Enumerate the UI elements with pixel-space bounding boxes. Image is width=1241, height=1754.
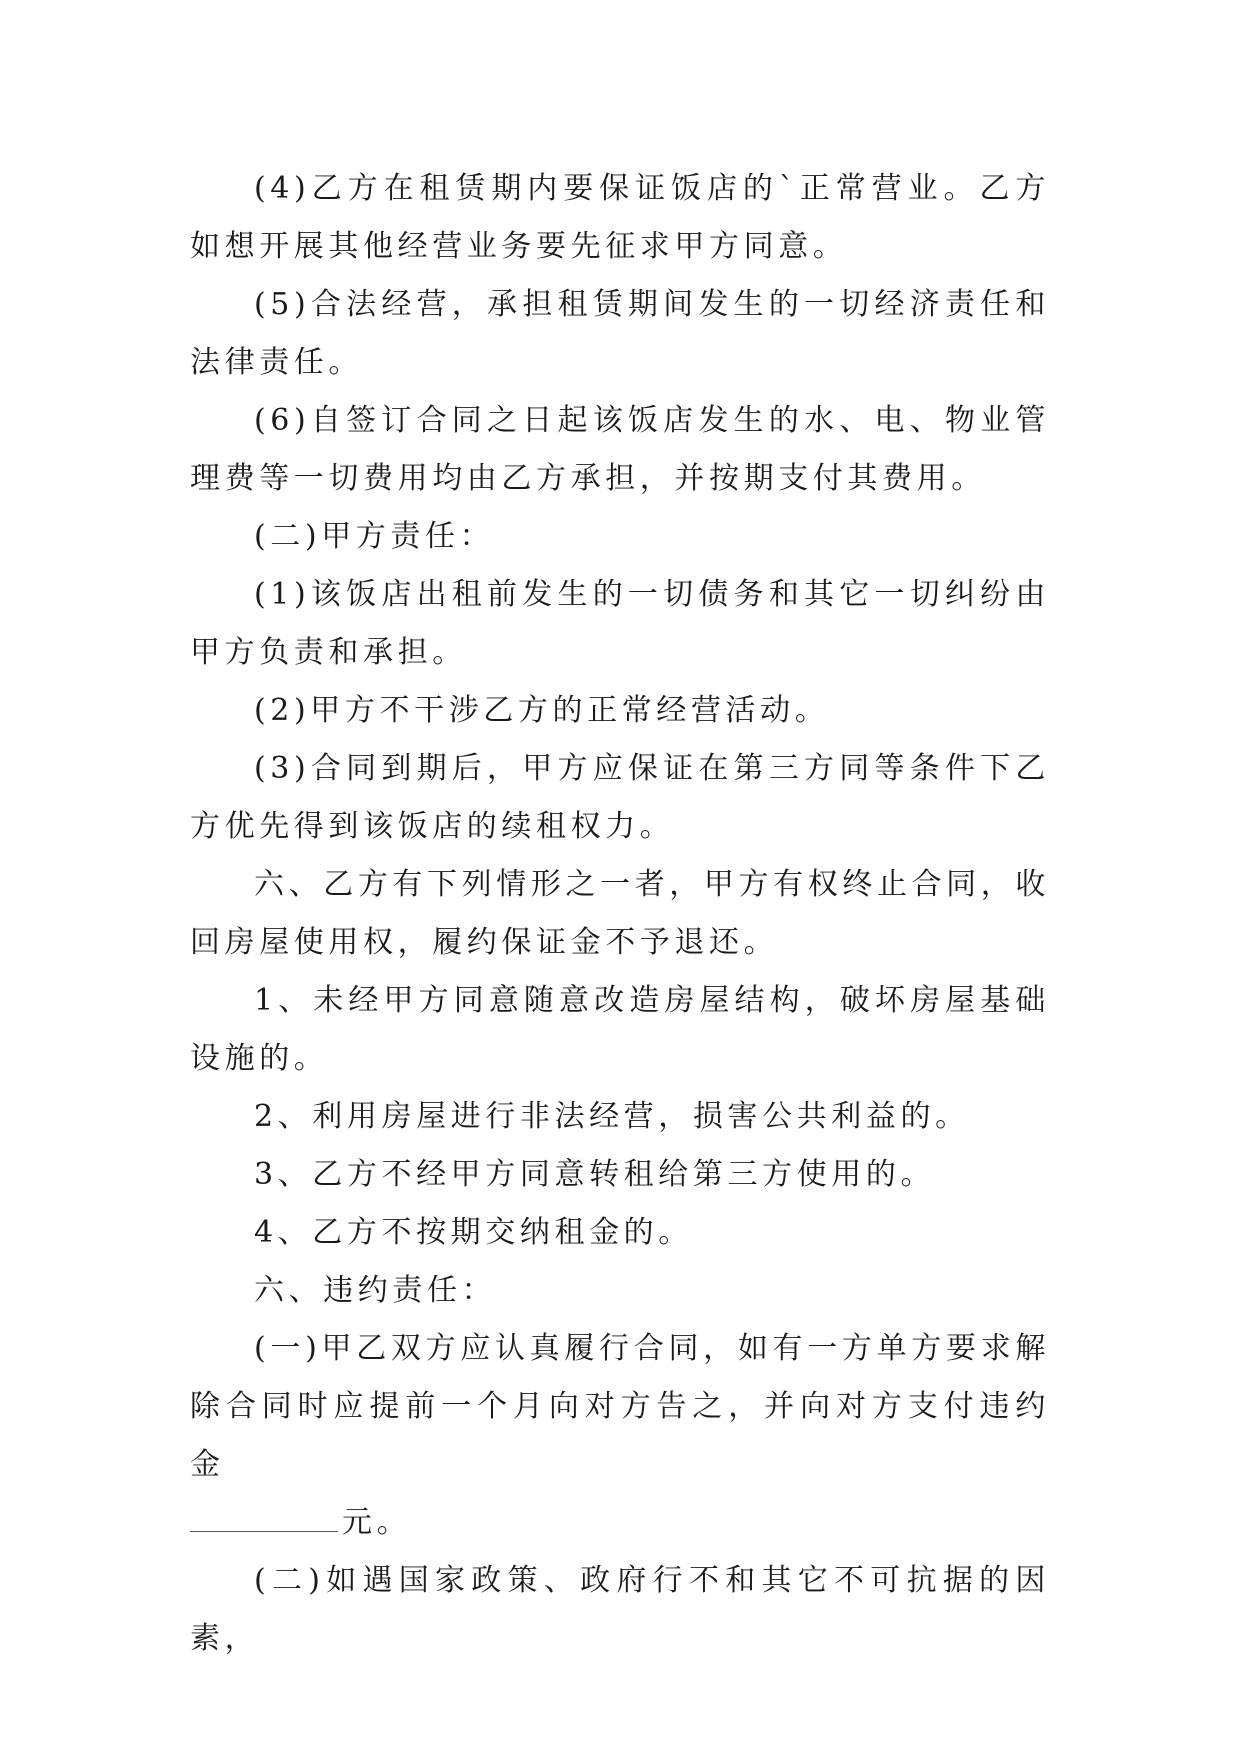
section-lessor-responsibility: (二)甲方责任：	[254, 519, 495, 554]
clause-4-lessee-operation: (4)乙方在租赁期内要保证饭店的`正常营业。乙方如想开展其他经营业务要先征求甲方同意。	[190, 171, 1050, 264]
lessor-clause-2: (2)甲方不干涉乙方的正常经营活动。	[254, 693, 830, 728]
penalty-amount-line	[190, 1494, 1050, 1552]
lessor-clause-3: (3)合同到期后，甲方应保证在第三方同等条件下乙方优先得到该饭店的续租权力。	[190, 751, 1050, 844]
clause-6-expenses: (6)自签订合同之日起该饭店发生的水、电、物业管理费等一切费用均由乙方承担，并按期支付其费用。	[190, 403, 1050, 496]
termination-item-3: 3、乙方不经甲方同意转租给第三方使用的。	[254, 1157, 936, 1192]
penalty-amount-blank[interactable]	[190, 1497, 338, 1532]
termination-item-1: 1、未经甲方同意随意改造房屋结构，破坏房屋基础设施的。	[190, 983, 1050, 1076]
breach-clause-2: (二)如遇国家政策、政府行不和其它不可抗据的因素，	[190, 1563, 1050, 1656]
section-breach-liability: 六、违约责任：	[254, 1273, 497, 1308]
termination-item-4: 4、乙方不按期交纳租金的。	[254, 1215, 693, 1250]
termination-item-2: 2、利用房屋进行非法经营，损害公共利益的。	[254, 1099, 970, 1134]
document-body	[190, 160, 1050, 1668]
lessor-clause-1: (1)该饭店出租前发生的一切债务和其它一切纠纷由甲方负责和承担。	[190, 577, 1050, 670]
section-termination: 六、乙方有下列情形之一者，甲方有权终止合同，收回房屋使用权，履约保证金不予退还。	[190, 867, 1050, 960]
clause-5-legal-operation: (5)合法经营，承担租赁期间发生的一切经济责任和法律责任。	[190, 287, 1050, 380]
penalty-unit: 元。	[342, 1505, 412, 1540]
breach-clause-1: (一)甲乙双方应认真履行合同，如有一方单方要求解除合同时应提前一个月向对方告之，并向对方支付违约金	[190, 1331, 1050, 1482]
